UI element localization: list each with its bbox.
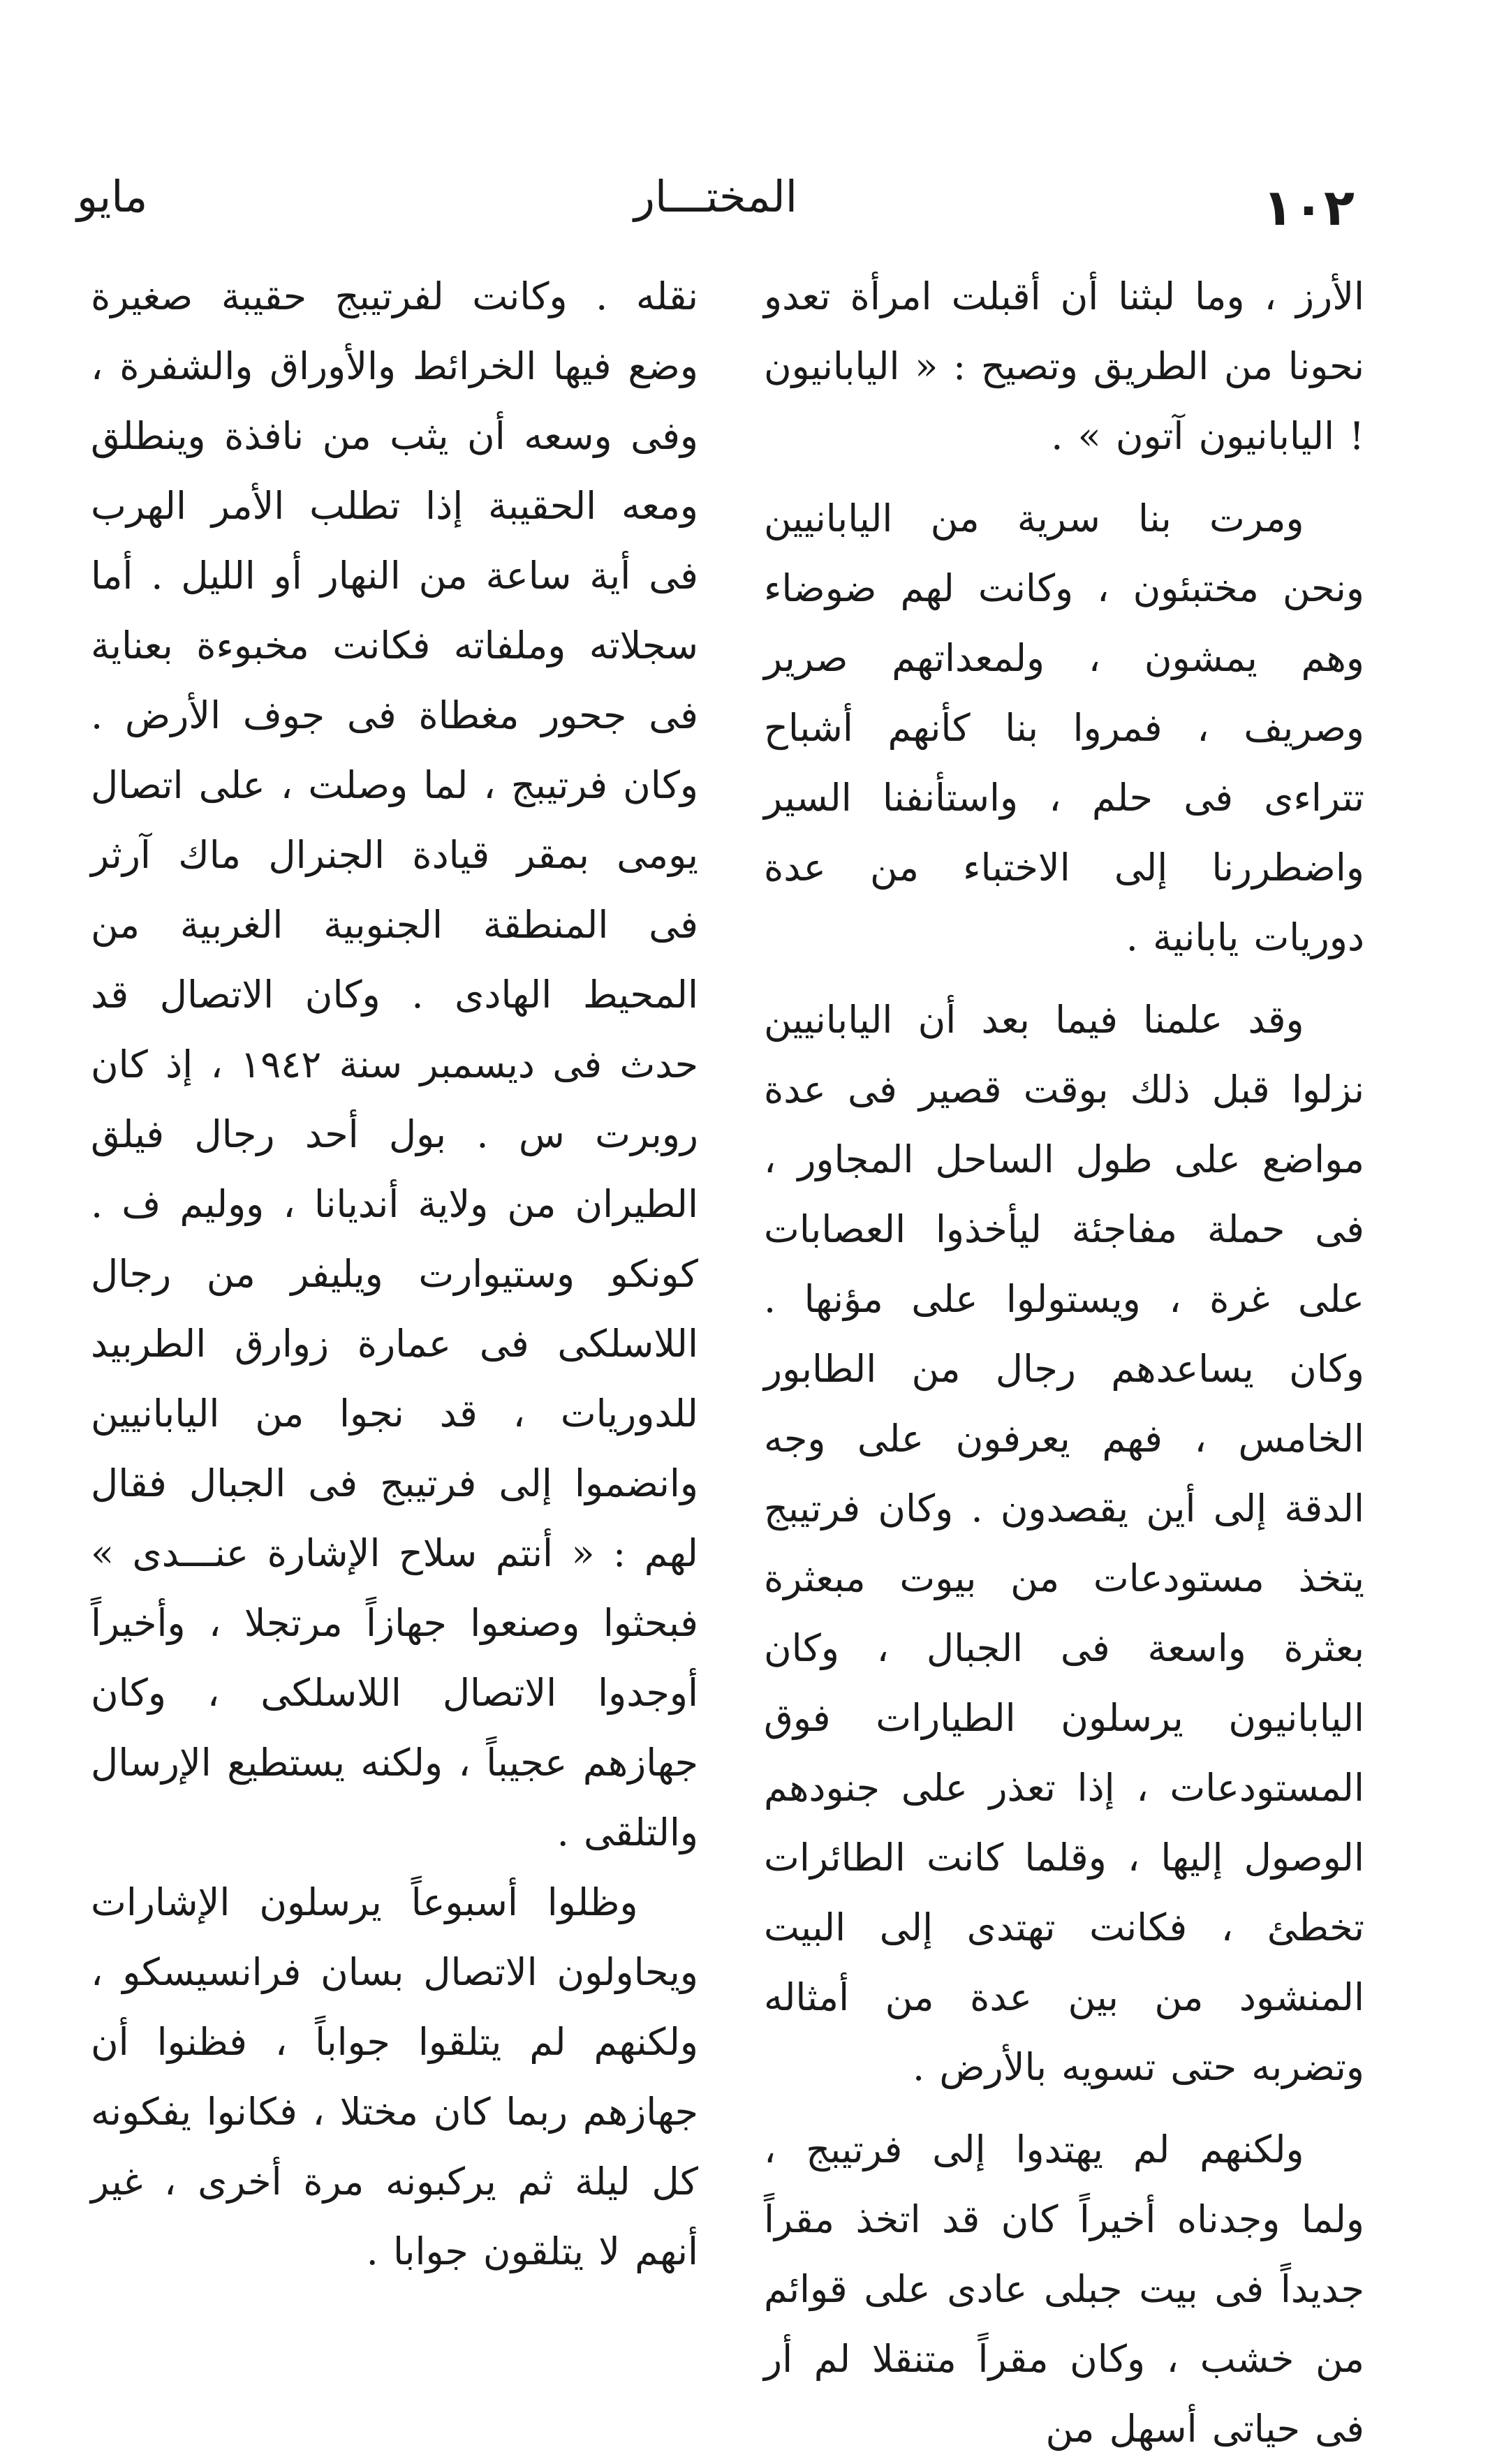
page-header <box>77 171 1355 248</box>
right-column <box>764 262 1364 2464</box>
paragraph: نقله . وكانت لفرتيبج حقيبة صغيرة وضع فيها الخرائط والأوراق والشفرة ، وفى وسعه أن يثب من نافذة وينطلق ومعه الحقيبة إذا تطلب الأمر الهرب فى أية ساعة من النهار أو الليل . أما سجلاته وملفاته فكانت مخبوءة بعناية فى جحور مغطاة فى جوف الأرض . وكان فرتيبج ، لما وصلت ، على اتصال يومى بمقر قيادة الجنرال ماك آرثر فى المنطقة الجنوبية الغربية من المحيط الهادى . وكان الاتصال قد حدث فى ديسمبر سنة ١٩٤٢ ، إذ كان روبرت س . بول أحد رجال فيلق الطيران من ولاية أنديانا ، ووليم ف . كونكو وستيوارت ويليفر من رجال اللاسلكى فى عمارة زوارق الطربيد للدوريات ، قد نجوا من اليابانيين وانضموا إلى فرتيبج فى الجبال فقال لهم : « أنتم سلاح الإشارة عنـــدى » فبحثوا وصنعوا جهازاً مرتجلا ، وأخيراً أوجدوا الاتصال اللاسلكى ، وكان جهازهم عجيباً ، ولكنه يستطيع الإرسال والتلقى . <box>91 274 698 1854</box>
paragraph: ومرت بنا سرية من اليابانيين ونحن مختبئون ، وكانت لهم ضوضاء وهم يمشون ، ولمعداتهم صرير وصريف ، فمروا بنا كأنهم أشباح تتراءى فى حلم ، واستأنفنا السير واضطررنا إلى الاختباء من عدة دوريات يابانية . <box>764 496 1364 959</box>
paragraph: وقد علمنا فيما بعد أن اليابانيين نزلوا قبل ذلك بوقت قصير فى عدة مواضع على طول الساحل المجاور ، فى حملة مفاجئة ليأخذوا العصابات على غرة ، ويستولوا على مؤنها . وكان يساعدهم رجال من الطابور الخامس ، فهم يعرفون على وجه الدقة إلى أين يقصدون . وكان فرتيبج يتخذ مستودعات من بيوت مبعثرة بعثرة واسعة فى الجبال ، وكان اليابانيون يرسلون الطيارات فوق المستودعات ، إذا تعذر على جنودهم الوصول إليها ، وقلما كانت الطائرات تخطئ ، فكانت تهتدى إلى البيت المنشود من بين عدة من أمثاله وتضربه حتى تسويه بالأرض . <box>764 998 1364 2089</box>
header-month: مايو <box>77 171 148 222</box>
paragraph: وظلوا أسبوعاً يرسلون الإشارات ويحاولون الاتصال بسان فرانسيسكو ، ولكنهم لم يتلقوا جواباً ، فظنوا أن جهازهم ربما كان مختلا ، فكانوا يفكونه كل ليلة ثم يركبونه مرة أخرى ، غير أنهم لا يتلقون جوابا . <box>91 1880 698 2273</box>
left-column <box>91 262 698 2287</box>
running-title: المختـــار <box>633 171 798 222</box>
paragraph: ولكنهم لم يهتدوا إلى فرتيبج ، ولما وجدناه أخيراً كان قد اتخذ مقراً جديداً فى بيت جبلى عادى على قوائم من خشب ، وكان مقراً متنقلا لم أر فى حياتى أسهل من <box>764 2127 1364 2451</box>
paragraph: الأرز ، وما لبثنا أن أقبلت امرأة تعدو نحونا من الطريق وتصيح : « اليابانيون ! اليابانيون آتون » . <box>764 274 1364 458</box>
page-number: ١٠٢ <box>1262 178 1355 237</box>
